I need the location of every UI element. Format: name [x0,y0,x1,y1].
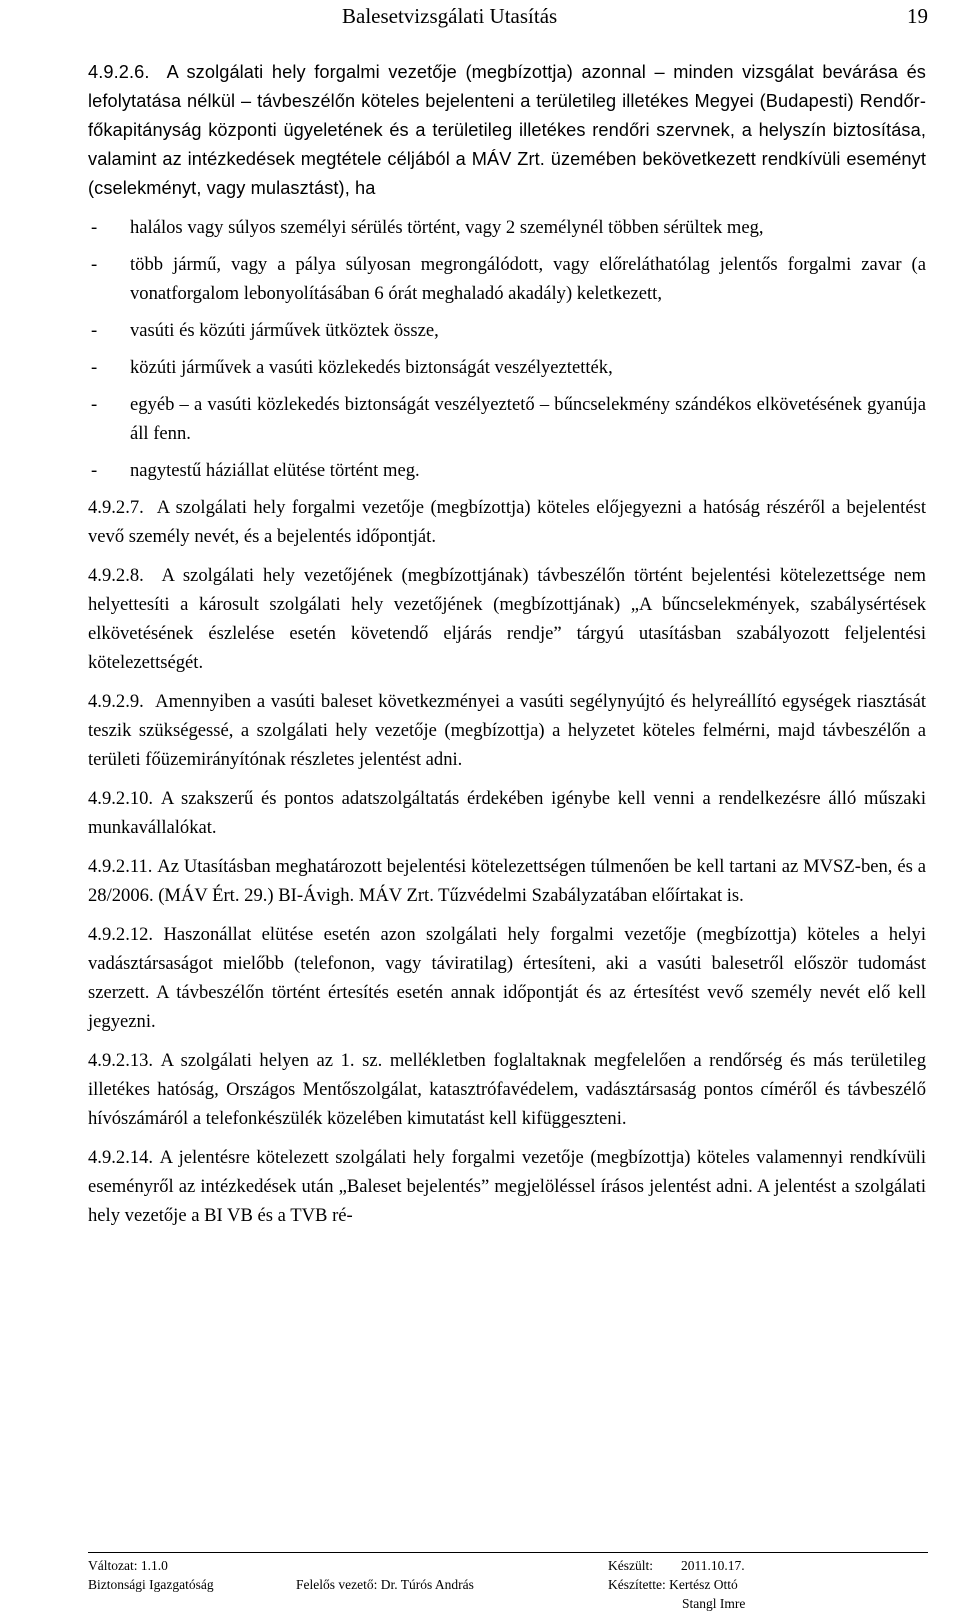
list-item: - több jármű, vagy a pálya súlyosan megrongálódott, vagy előreláthatólag jelentős forgalmi zavar (a vonatforgalom lebonyolításában 6 órát meghaladó akadály) keletkezett, [88,250,926,308]
dash-bullet: - [91,320,98,341]
section-text: A szolgálati hely forgalmi vezetője (megbízottja) azonnal – minden vizsgálat bevárása és lefolytatása nélkül – távbeszélőn köteles bejelenteni a területileg illetékes Megyei (Budapesti) Rendőr-főkapitányság központi ügyeletének és a területileg illetékes rendőri szervnek, a helyszín biztosítása, valamint az intézkedések megtétele céljából a MÁV Zrt. üzemében bekövetkezett rendkívüli eseményt (cselekményt, vagy mulasztást), ha [88,62,926,198]
list-item: - egyéb – a vasúti közlekedés biztonságát veszélyeztető – bűncselekmény szándékos elkövetésének gyanúja áll fenn. [88,390,926,448]
version-label: Változat: 1.1.0 [88,1558,168,1573]
dash-bullet: - [91,254,98,275]
list-item: - közúti járművek a vasúti közlekedés biztonságát veszélyeztették, [88,353,926,382]
section-number: 4.9.2.6. [88,62,150,82]
section-number: 4.9.2.8. [88,565,144,586]
section-number: 4.9.2.12. [88,924,154,945]
section-number: 4.9.2.7. [88,497,144,518]
department-label: Biztonsági Igazgatóság [88,1577,214,1592]
section-text: A jelentésre kötelezett szolgálati hely forgalmi vezetője (megbízottja) köteles valamennyi rendkívüli eseményről az intézkedések után „Baleset bejelentés” megjelöléssel írásos jelentést adni. A jelentést a szolgálati hely vezetője a BI VB és a TVB ré- [88,1147,926,1226]
footer-center [296,1575,474,1594]
section-number: 4.9.2.14. [88,1147,154,1168]
list-item: - vasúti és közúti járművek ütköztek össze, [88,316,926,345]
dash-bullet: - [91,217,98,238]
section-text: Az Utasításban meghatározott bejelentési kötelezettségen túlmenően be kell tartani az MVSZ-ben, és a 28/2006. (MÁV Ért. 29.) BI-Ávigh. MÁV Zrt. Tűzvédelmi Szabályzatában előírtakat is. [88,856,926,906]
page-number: 19 [907,4,928,28]
section-text: Haszonállat elütése esetén azon szolgálati hely forgalmi vezetője (megbízottja) köteles a helyi vadásztársaságot mielőbb (telefonon, vagy táviratilag) értesíteni, aki a vasúti balesetről először tudomást szerzett. A távbeszélőn történt értesítés esetén annak időpontját és az értesítést vevő személy nevét elő kell jegyezni. [88,924,926,1032]
section-text: A szolgálati hely vezetőjének (megbízottjának) távbeszélőn történt bejelentési kötelezettsége nem helyettesíti a károsult szolgálati hely vezetőjének (megbízottjának) „A bűncselekmények, szabálysértések elkövetésének észlelése esetén követendő eljárás rendje” tárgyú utasításban szabályozott feljelentési kötelezettségét. [88,565,927,673]
section-number: 4.9.2.9. [88,691,144,712]
section-number: 4.9.2.10. [88,788,154,809]
section-4-9-2-13 [88,1046,926,1133]
section-number: 4.9.2.11. [88,856,153,877]
footer-left [88,1556,214,1594]
section-4-9-2-10 [88,784,926,842]
responsible-label: Felelős vezető: Dr. Túrós András [296,1577,474,1592]
condition-list [88,213,926,485]
created-date: 2011.10.17. [681,1558,745,1573]
created-row [608,1556,745,1575]
dash-bullet: - [91,357,98,378]
section-4-9-2-14 [88,1143,926,1230]
section-4-9-2-11 [88,852,926,910]
prepared-by-label: Készítette: Kertész Ottó [608,1577,738,1592]
list-item: - halálos vagy súlyos személyi sérülés történt, vagy 2 személynél többen sérültek meg, [88,213,926,242]
page-header [88,4,928,32]
document-title: Balesetvizsgálati Utasítás [342,4,558,28]
list-item: - nagytestű háziállat elütése történt meg. [88,456,926,485]
section-4-9-2-9 [88,687,926,774]
section-text: A szolgálati hely forgalmi vezetője (megbízottja) köteles előjegyezni a hatóság részéről a bejelentést vevő személy nevét, és a bejelentés időpontját. [88,497,926,547]
section-text: Amennyiben a vasúti baleset következményei a vasúti segélynyújtó és helyreállító egységek riasztását teszik szükségessé, a szolgálati hely vezetője (megbízottja) a helyzetet köteles felmérni, majd távbeszélőn a területi főüzemirányítónak részletes jelentést adni. [88,691,926,770]
document-body [88,58,926,1240]
section-number: 4.9.2.13. [88,1050,154,1071]
section-4-9-2-7 [88,493,926,551]
co-author-label: Stangl Imre [682,1596,746,1611]
section-4-9-2-6 [88,58,926,203]
dash-bullet: - [91,460,98,481]
section-4-9-2-8 [88,561,926,677]
section-text: A szakszerű és pontos adatszolgáltatás érdekében igénybe kell venni a rendelkezésre álló műszaki munkavállalókat. [88,788,926,838]
dash-bullet: - [91,394,98,415]
footer-divider [88,1552,928,1553]
footer-right [608,1556,745,1613]
created-label: Készült: [608,1558,653,1573]
section-text: A szolgálati helyen az 1. sz. mellékletben foglaltaknak megfelelően a rendőrség és más területileg illetékes hatóság, Országos Mentőszolgálat, katasztrófavédelem, vadásztársaság pontos címéről és távbeszélő hívószámáról a telefonkészülék közelében kimutatást kell kifüggeszteni. [88,1050,926,1129]
section-4-9-2-12 [88,920,926,1036]
